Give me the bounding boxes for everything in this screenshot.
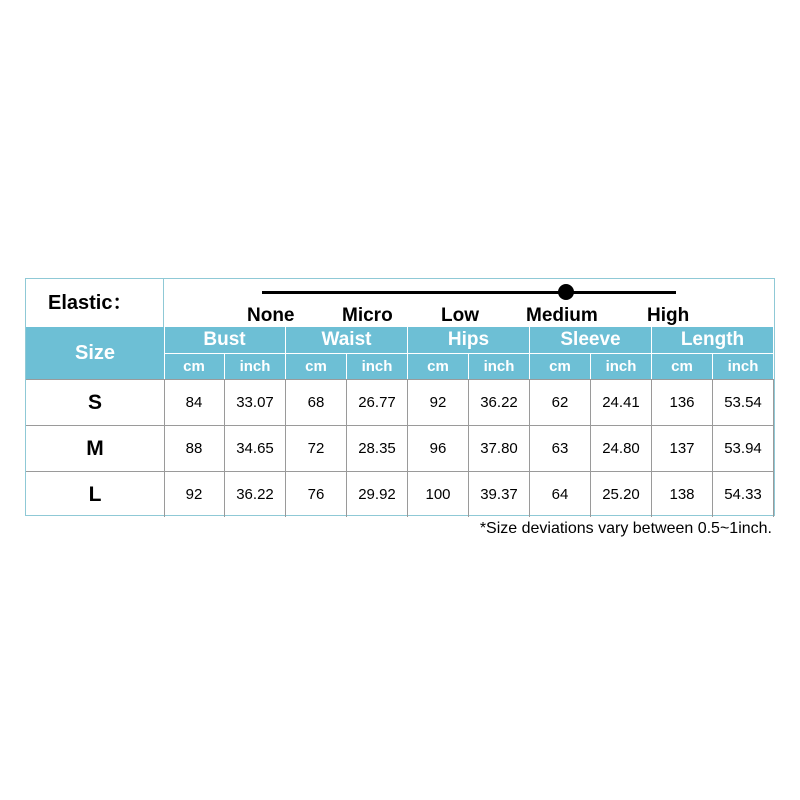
- table-cell: 64: [530, 472, 591, 517]
- table-cell: 34.65: [225, 426, 286, 471]
- table-cell: 138: [652, 472, 713, 517]
- unit-header-sleeve-cm: cm: [530, 353, 591, 379]
- unit-header-waist-inch: inch: [347, 353, 408, 379]
- unit-header-bust-inch: inch: [225, 353, 286, 379]
- unit-header-length-cm: cm: [652, 353, 713, 379]
- table-cell: 76: [286, 472, 347, 517]
- size-cell: S: [26, 380, 165, 425]
- table-cell: 36.22: [225, 472, 286, 517]
- elastic-level-micro: Micro: [342, 305, 393, 326]
- table-cell: 62: [530, 380, 591, 425]
- table-row: [26, 471, 774, 517]
- table-cell: 137: [652, 426, 713, 471]
- table-cell: 54.33: [713, 472, 774, 517]
- table-cell: 28.35: [347, 426, 408, 471]
- table-cell: 24.80: [591, 426, 652, 471]
- column-group-sleeve: Sleeve: [530, 327, 652, 353]
- table-cell: 33.07: [225, 380, 286, 425]
- table-cell: 68: [286, 380, 347, 425]
- unit-header-hips-inch: inch: [469, 353, 530, 379]
- size-cell: M: [26, 426, 165, 471]
- table-cell: 92: [408, 380, 469, 425]
- table-cell: 136: [652, 380, 713, 425]
- table-cell: 72: [286, 426, 347, 471]
- elastic-level-none: None: [247, 305, 295, 326]
- elastic-label: Elastic：: [26, 279, 164, 327]
- table-cell: 53.94: [713, 426, 774, 471]
- elastic-scale-labels: [226, 305, 706, 327]
- elastic-level-low: Low: [441, 305, 479, 326]
- unit-header-sleeve-inch: inch: [591, 353, 652, 379]
- elastic-scale-line: [262, 291, 676, 294]
- table-header: [26, 327, 774, 379]
- elastic-selected-dot: [558, 284, 574, 300]
- table-row: [26, 425, 774, 471]
- size-cell: L: [26, 472, 165, 517]
- table-cell: 96: [408, 426, 469, 471]
- unit-header-waist-cm: cm: [286, 353, 347, 379]
- table-cell: 53.54: [713, 380, 774, 425]
- table-cell: 39.37: [469, 472, 530, 517]
- column-group-length: Length: [652, 327, 774, 353]
- table-cell: 24.41: [591, 380, 652, 425]
- unit-header-bust-cm: cm: [164, 353, 225, 379]
- size-chart: [25, 278, 775, 516]
- table-row: [26, 379, 774, 425]
- table-cell: 25.20: [591, 472, 652, 517]
- table-cell: 84: [164, 380, 225, 425]
- unit-header-length-inch: inch: [713, 353, 774, 379]
- table-cell: 37.80: [469, 426, 530, 471]
- elastic-level-medium: Medium: [526, 305, 598, 326]
- size-deviation-note: *Size deviations vary between 0.5~1inch.: [479, 520, 772, 537]
- column-group-waist: Waist: [286, 327, 408, 353]
- column-group-bust: Bust: [164, 327, 286, 353]
- table-cell: 88: [164, 426, 225, 471]
- size-column-header: Size: [26, 327, 165, 379]
- table-cell: 36.22: [469, 380, 530, 425]
- table-cell: 26.77: [347, 380, 408, 425]
- table-cell: 92: [164, 472, 225, 517]
- elastic-level-high: High: [647, 305, 690, 326]
- table-cell: 63: [530, 426, 591, 471]
- unit-header-hips-cm: cm: [408, 353, 469, 379]
- table-cell: 100: [408, 472, 469, 517]
- column-group-hips: Hips: [408, 327, 530, 353]
- table-cell: 29.92: [347, 472, 408, 517]
